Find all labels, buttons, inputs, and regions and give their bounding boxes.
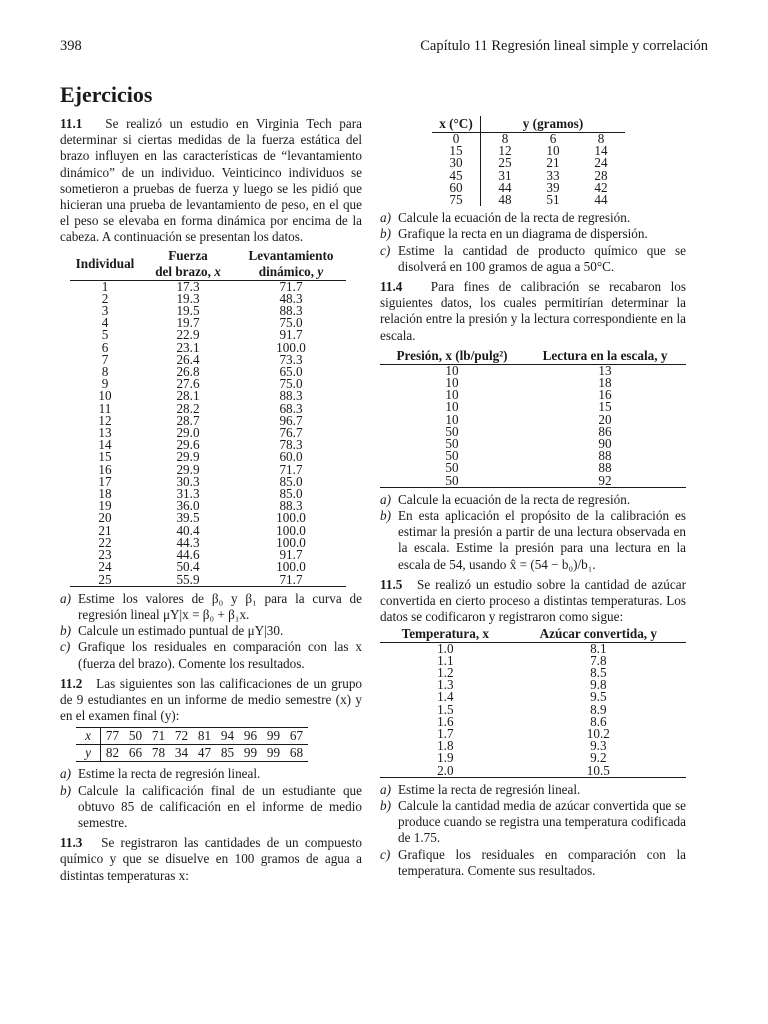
table-cell: 8.9: [590, 701, 607, 717]
table-cell: 10: [546, 143, 560, 159]
item-a: a) Estime la recta de regresión lineal.: [380, 781, 581, 797]
table-cell: 36.0: [176, 498, 200, 514]
table-cell: 88.3: [279, 303, 303, 319]
table-cell: 31: [498, 167, 512, 183]
table-row: [380, 438, 686, 450]
calibration-table: [380, 348, 686, 488]
table-cell: 75.0: [279, 376, 303, 392]
table-cell: 0: [432, 133, 481, 146]
table-cell: 86: [598, 423, 612, 439]
table-cell: 10: [98, 388, 112, 404]
table-cell: 85: [220, 745, 235, 761]
table-cell: 19: [98, 498, 112, 514]
row-label-y: y: [76, 745, 101, 762]
table-cell: 10: [445, 362, 459, 378]
table-cell: 4: [101, 315, 109, 331]
table-cell: 9.3: [590, 738, 607, 754]
table-cell: 48.3: [279, 290, 303, 306]
table-cell: 12: [498, 143, 512, 159]
table-cell: 29.6: [176, 437, 200, 453]
table-cell: 10.5: [586, 762, 610, 778]
table-cell: 68.3: [279, 400, 303, 416]
table-row: [380, 728, 686, 740]
table-cell: 29.9: [176, 449, 200, 465]
table-row: [380, 475, 686, 488]
exercise-11-3-text: 11.3 Se registraron las cantidades de un compuesto químico y que se disuelve en 100 gramos de agua a distintas temperaturas x:: [60, 835, 362, 883]
table-cell: 72: [174, 728, 189, 744]
table-cell: 82: [105, 745, 120, 761]
table-cell: 20: [98, 510, 112, 526]
strength-table: [70, 248, 346, 587]
table-cell: 28: [594, 167, 608, 183]
table-cell: 66: [128, 745, 143, 761]
table-cell: 8: [597, 131, 605, 146]
table-cell: 88: [598, 460, 612, 476]
table-cell: 60: [432, 182, 481, 194]
table-cell: 34: [174, 745, 189, 761]
table-cell: 13: [598, 362, 612, 378]
table-cell: 1.0: [437, 640, 454, 656]
table-row: [380, 740, 686, 752]
table-cell: 73.3: [279, 351, 303, 367]
table-row: [432, 194, 625, 206]
table-cell: 60.0: [279, 449, 303, 465]
table-cell: 65.0: [279, 364, 303, 380]
item-c: c) Grafique los residuales en comparación con la temperatura. Comente sus resultados.: [380, 846, 686, 878]
table-cell: 99: [266, 745, 281, 761]
table-row: [70, 342, 346, 354]
exercise-11-1-items: [60, 591, 362, 672]
table-cell: 1.3: [437, 677, 454, 693]
table-cell: 19.7: [176, 315, 200, 331]
table-cell: 50.4: [176, 559, 200, 575]
table-cell: 6: [101, 339, 109, 355]
table-row: [380, 642, 686, 655]
table-cell: 68: [289, 745, 304, 761]
table-row: [380, 377, 686, 389]
table-cell: 17: [98, 473, 112, 489]
table-cell: 71.7: [279, 278, 303, 294]
table-cell: 1.6: [437, 713, 454, 729]
table-row: [70, 305, 346, 317]
table-cell: 22.9: [176, 327, 200, 343]
table-cell: 78.3: [279, 437, 303, 453]
table-cell: 6: [549, 131, 557, 146]
table-cell: 50: [445, 460, 459, 476]
table-cell: 1.7: [437, 725, 454, 741]
table-cell: 3: [101, 303, 109, 319]
table-cell: 99: [243, 745, 258, 761]
table-cell: 15: [598, 399, 612, 415]
table-cell: 30.3: [176, 473, 200, 489]
item-a: a) Estime los valores de β₀ y β₁ para la curva de regresión lineal μY|x = β₀ + β₁x.: [60, 590, 362, 622]
table-cell: 21: [98, 522, 112, 538]
exercise-11-1-text: 11.1 Se realizó un estudio en Virginia Tech para determinar si ciertas medidas de la fuerza estática del brazo influyen en las características de “levantamiento dinámico” de un individuo. Veinticinco individuos se sometieron a pruebas de fuerza y luego se les pidió que hicieran una prueba de levantamiento de peso, en el que el peso se elevaba en forma dinámica por encima de la cabeza. A continuación se presentan los datos.: [60, 116, 363, 245]
table-cell: 23.1: [176, 339, 200, 355]
table-cell: 16: [598, 387, 612, 403]
column-header-individual: Individual: [75, 255, 135, 271]
table-cell: 9.5: [590, 689, 607, 705]
table-cell: 8: [101, 364, 109, 380]
table-cell: 8.5: [590, 664, 607, 680]
table-cell: 24: [594, 155, 608, 171]
table-cell: 100.0: [276, 559, 306, 575]
row-label-x: x: [76, 728, 101, 745]
table-cell: 91.7: [279, 327, 303, 343]
table-cell: 1.8: [437, 738, 454, 754]
table-row: [380, 450, 686, 462]
exercise-11-4-items: [380, 492, 686, 573]
table-cell: 45: [432, 170, 481, 182]
grades-table: [76, 727, 308, 762]
table-row: [70, 317, 346, 329]
table-row: [380, 716, 686, 728]
table-cell: 50: [128, 728, 143, 744]
column-header-arm-strength: Fuerza del brazo, x: [155, 247, 221, 279]
table-cell: 31.3: [176, 486, 200, 502]
table-cell: 92: [598, 472, 612, 488]
table-cell: 12: [98, 412, 112, 428]
table-cell: 14: [594, 143, 608, 159]
exercise-11-5-text: 11.5 Se realizó un estudio sobre la cantidad de azúcar convertida en cierto proceso a distintas temperaturas. Los datos se codificaron y registraron como sigue:: [380, 576, 686, 625]
solubility-table: [432, 116, 625, 206]
chapter-title: Capítulo 11 Regresión lineal simple y correlación: [420, 38, 708, 54]
table-cell: 25: [498, 155, 512, 171]
column-header-scale-reading: Lectura en la escala, y: [542, 347, 668, 363]
table-cell: 30: [432, 157, 481, 169]
table-cell: 9: [101, 376, 109, 392]
table-cell: 96: [243, 728, 258, 744]
table-cell: 7: [101, 351, 109, 367]
table-cell: 55.9: [176, 571, 200, 587]
table-row: [380, 364, 686, 377]
table-cell: 10: [445, 411, 459, 427]
table-row: [380, 691, 686, 703]
table-cell: 75: [432, 194, 481, 206]
table-cell: 50: [445, 423, 459, 439]
table-cell: 50: [445, 472, 459, 488]
table-cell: 1.4: [437, 689, 454, 705]
table-cell: 28.7: [176, 412, 200, 428]
table-cell: 9.8: [590, 677, 607, 693]
item-c: c) Grafique los residuales en comparación con las x (fuerza del brazo). Comente los resultados.: [60, 639, 362, 671]
item-a: a) Calcule la ecuación de la recta de regresión.: [380, 491, 631, 507]
table-cell: 77: [105, 728, 120, 744]
table-row: [76, 728, 308, 745]
item-b: b) Calcule un estimado puntual de μY|30.: [60, 623, 284, 639]
table-cell: 28.2: [176, 400, 200, 416]
table-row: [70, 390, 346, 402]
table-cell: 50: [445, 448, 459, 464]
table-cell: 8.6: [590, 713, 607, 729]
item-b: b) Calcule la calificación final de un estudiante que obtuvo 85 de calificación en el informe de medio semestre.: [60, 782, 362, 830]
column-header-grams: y (gramos): [522, 116, 584, 131]
table-cell: 1.1: [437, 652, 454, 668]
table-cell: 47: [197, 745, 212, 761]
table-row: [380, 401, 686, 413]
table-cell: 44: [594, 192, 608, 208]
table-cell: 14: [98, 437, 112, 453]
table-cell: 19.5: [176, 303, 200, 319]
table-row: [380, 765, 686, 778]
table-cell: 81: [197, 728, 212, 744]
table-row: [70, 574, 346, 587]
table-cell: 27.6: [176, 376, 200, 392]
table-cell: 29.0: [176, 425, 200, 441]
table-cell: 19.3: [176, 290, 200, 306]
column-header-dynamic-lift: Levantamiento dinámico, y: [248, 247, 334, 279]
table-cell: 28.1: [176, 388, 200, 404]
table-cell: 71.7: [279, 461, 303, 477]
exercise-11-3-items: [380, 210, 686, 275]
strength-table-header: [70, 248, 346, 281]
table-cell: 10: [445, 375, 459, 391]
column-header-temperature: Temperatura, x: [401, 625, 490, 641]
column-header-temperature: x (°C): [432, 116, 481, 133]
right-column: [380, 116, 686, 883]
table-cell: 85.0: [279, 486, 303, 502]
table-cell: 50: [445, 436, 459, 452]
table-cell: 67: [289, 728, 304, 744]
table-cell: 10.2: [586, 725, 610, 741]
table-cell: 22: [98, 534, 112, 550]
item-b: b) Calcule la cantidad media de azúcar convertida que se produce cuando se registra una temperatura codificada de 1.75.: [380, 797, 686, 846]
table-cell: 75.0: [279, 315, 303, 331]
table-cell: 90: [598, 436, 612, 452]
table-row: [380, 752, 686, 764]
solubility-table-header: [432, 116, 625, 133]
table-cell: 23: [98, 547, 112, 563]
table-cell: 16: [98, 461, 112, 477]
exercise-11-5-items: [380, 782, 686, 879]
table-cell: 25: [98, 571, 112, 587]
table-cell: 24: [98, 559, 112, 575]
table-row: [76, 745, 308, 762]
table-cell: 44.6: [176, 547, 200, 563]
item-c: c) Estime la cantidad de producto químico que se disolverá en 100 gramos de agua a 50°C.: [380, 242, 686, 274]
table-cell: 44: [498, 179, 512, 195]
table-cell: 99: [266, 728, 281, 744]
table-cell: 10: [445, 387, 459, 403]
table-row: [70, 280, 346, 293]
exercise-11-4-text: 11.4 Para fines de calibración se recabaron los siguientes datos, los cuales permitirían determinar la relación entre la presión y la lectura correspondiente en la escala.: [380, 279, 687, 343]
table-cell: 17.3: [176, 278, 200, 294]
table-cell: 39.5: [176, 510, 200, 526]
table-cell: 18: [598, 375, 612, 391]
table-row: [380, 462, 686, 474]
table-cell: 1.2: [437, 664, 454, 680]
table-cell: 9.2: [590, 750, 607, 766]
column-header-sugar: Azúcar convertida, y: [539, 625, 657, 641]
table-cell: 88: [598, 448, 612, 464]
table-cell: 85.0: [279, 473, 303, 489]
table-cell: 8: [501, 131, 509, 146]
item-a: a) Calcule la ecuación de la recta de regresión.: [380, 210, 631, 226]
table-cell: 48: [498, 192, 512, 208]
table-cell: 2: [101, 290, 109, 306]
table-cell: 2.0: [437, 762, 454, 778]
table-cell: 15: [98, 449, 112, 465]
table-cell: 7.8: [590, 652, 607, 668]
table-cell: 51: [546, 192, 560, 208]
table-cell: 15: [432, 145, 481, 157]
table-cell: 13: [98, 425, 112, 441]
left-column: [60, 82, 362, 884]
table-cell: 8.1: [590, 640, 607, 656]
table-row: [380, 679, 686, 691]
item-b: b) Grafique la recta en un diagrama de dispersión.: [380, 226, 648, 242]
table-row: [380, 704, 686, 716]
table-cell: 91.7: [279, 547, 303, 563]
table-cell: 20: [598, 411, 612, 427]
table-cell: 5: [101, 327, 109, 343]
table-cell: 88.3: [279, 388, 303, 404]
table-cell: 26.8: [176, 364, 200, 380]
table-row: [380, 655, 686, 667]
table-cell: 18: [98, 486, 112, 502]
item-b: b) En esta aplicación el propósito de la calibración es estimar la presión a partir de una lectura observada en la escala. Estime la presión para una lectura en la escala de 54, usando x̂ = (54 − b₀)/b₁.: [380, 508, 686, 572]
section-title: Ejercicios: [60, 82, 153, 107]
table-cell: 71: [151, 728, 166, 744]
table-cell: 88.3: [279, 498, 303, 514]
table-row: [380, 426, 686, 438]
table-cell: 29.9: [176, 461, 200, 477]
table-cell: 96.7: [279, 412, 303, 428]
table-cell: 100.0: [276, 534, 306, 550]
table-cell: 71.7: [279, 571, 303, 587]
table-row: [70, 366, 346, 378]
table-cell: 21: [546, 155, 560, 171]
table-row: [70, 293, 346, 305]
table-row: [380, 414, 686, 426]
table-cell: 100.0: [276, 510, 306, 526]
item-a: a) Estime la recta de regresión lineal.: [60, 766, 261, 782]
table-cell: 1.5: [437, 701, 454, 717]
table-cell: 100.0: [276, 339, 306, 355]
table-cell: 39: [546, 179, 560, 195]
exercise-11-2-items: [60, 766, 362, 831]
table-cell: 76.7: [279, 425, 303, 441]
table-cell: 44.3: [176, 534, 200, 550]
table-cell: 26.4: [176, 351, 200, 367]
table-cell: 40.4: [176, 522, 200, 538]
exercise-11-2-text: 11.2 Las siguientes son las calificaciones de un grupo de 9 estudiantes en un informe de medio semestre (x) y en el examen final (y):: [60, 675, 363, 724]
table-cell: 10: [445, 399, 459, 415]
calibration-table-header: [380, 348, 686, 365]
sugar-table-header: [380, 626, 686, 643]
table-row: [380, 667, 686, 679]
table-cell: 33: [546, 167, 560, 183]
table-cell: 1: [101, 278, 109, 294]
sugar-table: [380, 626, 686, 778]
table-cell: 78: [151, 745, 166, 761]
table-cell: 42: [594, 179, 608, 195]
page-number: 398: [60, 38, 82, 54]
table-cell: 94: [220, 728, 235, 744]
column-header-pressure: Presión, x (lb/pulg²): [396, 347, 508, 363]
table-cell: 11: [98, 400, 112, 416]
table-cell: 1.9: [437, 750, 454, 766]
table-row: [70, 354, 346, 366]
table-cell: 100.0: [276, 522, 306, 538]
table-row: [380, 389, 686, 401]
